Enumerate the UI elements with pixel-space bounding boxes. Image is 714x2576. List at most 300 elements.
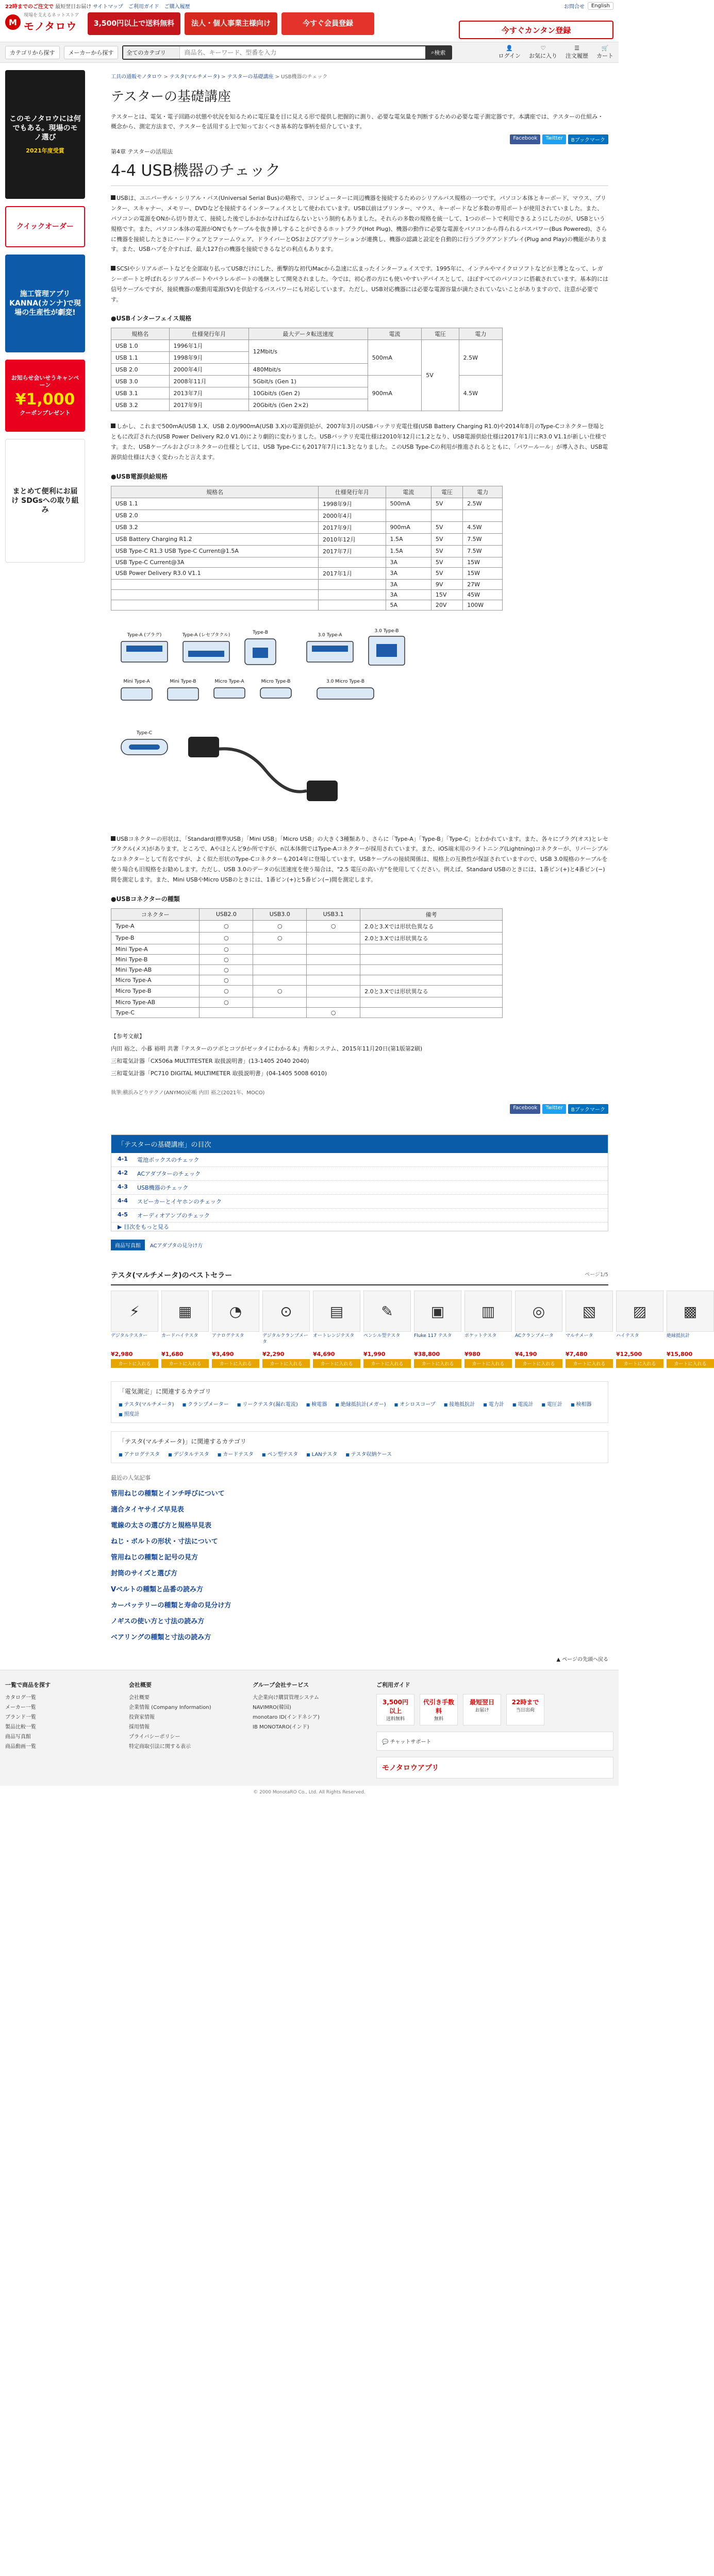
multimeter-icon: ▦ [161, 1291, 209, 1332]
category-link[interactable]: ■ 電流計 [512, 1400, 534, 1408]
table-row [111, 932, 503, 944]
product-card[interactable] [161, 1291, 209, 1368]
product-price: ¥7,480 [566, 1351, 588, 1358]
product-price: ¥980 [464, 1351, 480, 1358]
table-cell [360, 1007, 503, 1018]
product-card[interactable] [262, 1291, 310, 1368]
site-header [0, 0, 619, 42]
banner-business[interactable]: 法人・個人事業主様向け [185, 12, 277, 35]
table-cell: 7.5W [463, 533, 503, 545]
table-cell: 2017年9月 [319, 521, 386, 533]
category-menu-button[interactable]: カテゴリから探す [5, 46, 60, 59]
table-cell: 7.5W [463, 545, 503, 557]
table-cell: ○ [253, 985, 307, 997]
table-cell: 900mA [386, 521, 431, 533]
footer-link[interactable]: 製品比較一覧 [5, 1724, 36, 1731]
footer-link[interactable]: 会社概要 [129, 1695, 150, 1701]
top-links [93, 2, 190, 10]
sidebar-banner-quick-order[interactable]: クイックオーダー [5, 206, 85, 247]
footer-link[interactable]: 商品動画一覧 [5, 1744, 36, 1750]
table-cell: ○ [200, 997, 253, 1007]
breadcrumb-course[interactable]: テスターの基礎講座 [227, 74, 274, 80]
square-bullet-icon [111, 195, 115, 200]
table-cell [360, 964, 503, 975]
table-of-contents [111, 1134, 608, 1231]
footer-link[interactable]: プライバシーポリシー [129, 1734, 180, 1740]
connector-3-0-micro-b [317, 688, 374, 699]
table-cell: 2010年12月 [319, 533, 386, 545]
toc-item[interactable]: 4-5 オーディオアンプのチェック [111, 1209, 608, 1223]
table-cell: 2.5W [463, 498, 503, 510]
table-cell: 5V [431, 545, 462, 557]
category-link[interactable]: ■ テスタ収納ケース [345, 1450, 392, 1458]
footer-link[interactable]: monotaro ID(インドネシア) [253, 1715, 320, 1721]
share-buttons-bottom [111, 1104, 608, 1114]
cart-button[interactable]: 🛒 カート [596, 45, 613, 59]
table-cell: 500mA [386, 498, 431, 510]
table-cell [200, 1007, 253, 1018]
table-cell: 15W [463, 557, 503, 567]
product-card[interactable] [212, 1291, 259, 1368]
table-cell: Micro Type-A [111, 975, 200, 985]
table-cell: 5A [386, 600, 431, 610]
label-type-c: Type-C [136, 730, 153, 736]
multimeter-icon: ▩ [667, 1291, 714, 1332]
table-cell [253, 964, 307, 975]
multimeter-icon: ⊙ [262, 1291, 310, 1332]
table-cell [360, 975, 503, 985]
table-row [111, 975, 503, 985]
toc-item[interactable]: 4-2 ACアダプターのチェック [111, 1167, 608, 1181]
toc-more-link[interactable]: ▶ 目次をもっと見る [118, 1224, 169, 1231]
banner-free-shipping[interactable]: 3,500円以上で送料無料 [88, 12, 180, 35]
table-cell: USB Power Delivery R3.0 V1.1 [111, 567, 319, 579]
toc-item[interactable]: 4-1 電池ボックスのチェック [111, 1153, 608, 1167]
connector-mini-a [121, 688, 152, 700]
footer-col-group: グループ会社サービス 大企業向け購買管理システム NAVIMRO(韓国) monotaro ID(インドネシア) IB MONOTARO(インド) [253, 1681, 366, 1778]
twitter-share-button[interactable]: Twitter [542, 1104, 566, 1114]
table-cell: Micro Type-AB [111, 997, 200, 1007]
product-card[interactable] [616, 1291, 663, 1368]
add-to-cart-button[interactable]: カートに入れる [363, 1359, 411, 1368]
table-cell: ○ [200, 954, 253, 964]
breadcrumb-tester[interactable]: テスタ(マルチメータ) [169, 74, 220, 80]
popular-article-link[interactable]: 管用ねじの種類と記号の見方 [111, 1554, 198, 1562]
add-to-cart-button[interactable]: カートに入れる [566, 1359, 613, 1368]
product-name[interactable]: アナログテスタ [212, 1333, 244, 1339]
sidebar-banner-kanna[interactable]: 施工管理アプリ KANNA(カンナ)で現場の生産性が劇変! [5, 255, 85, 352]
category-link[interactable]: ■ 接地抵抗計 [444, 1400, 475, 1408]
table-row [111, 997, 503, 1007]
reference-item: 三和電気計器「CX506a MULTITESTER 取扱説明書」(13-1405 2040 2040) [111, 1057, 309, 1064]
table-row [111, 498, 503, 510]
table-cell: 3A [386, 567, 431, 579]
breadcrumb: 工具の通販モノタロウ > テスタ(マルチメータ) > テスターの基礎講座 > USB機器のチェック [111, 74, 328, 80]
table-cell [463, 510, 503, 521]
table-cell [319, 557, 386, 567]
site-logo[interactable] [5, 11, 79, 33]
table-cell: 3A [386, 579, 431, 589]
product-card[interactable] [313, 1291, 360, 1368]
table-row [111, 589, 503, 600]
footer-link[interactable]: 採用情報 [129, 1724, 150, 1731]
connector-pins [376, 644, 397, 657]
search-icon: ⌕ [431, 48, 435, 56]
product-card[interactable] [363, 1291, 411, 1368]
category-link[interactable]: ■ 電力計 [483, 1400, 504, 1408]
add-to-cart-button[interactable]: カートに入れる [212, 1359, 259, 1368]
product-name[interactable]: ポケットテスタ [464, 1333, 497, 1339]
table-row: USB 2.0 2000年4月 480Mbit/s [111, 364, 503, 376]
page-title: テスターの基礎講座 [111, 89, 231, 105]
usb-cable [214, 749, 307, 791]
label-type-b: Type-B [253, 630, 268, 635]
chat-support[interactable]: 💬 チャットサポート [376, 1732, 613, 1751]
table-cell [307, 932, 360, 944]
contact-link[interactable]: お問合せ [563, 4, 585, 10]
table-row: USB 3.0 2008年11月 5Gbit/s (Gen 1) 900mA 4.5W [111, 376, 503, 387]
article-tags [111, 1240, 608, 1250]
toplink-history[interactable]: ご購入履歴 [164, 4, 190, 10]
table-cell: 5V [431, 521, 462, 533]
table-cell [253, 975, 307, 985]
category-link[interactable]: ■ カードテスタ [218, 1450, 254, 1458]
table-cell: ○ [200, 932, 253, 944]
category-link[interactable]: ■ テスタ(マルチメータ) [119, 1400, 174, 1408]
table-cell: 1.5A [386, 545, 431, 557]
table-cell [319, 589, 386, 600]
footer-link[interactable]: NAVIMRO(韓国) [253, 1705, 291, 1711]
table-cell [307, 997, 360, 1007]
category-link[interactable]: ■ 検電器 [306, 1400, 327, 1408]
related-categories-tester: 「テスタ(マルチメータ)」に関連するカテゴリ ■ アナログテスタ ■ デジタルテスタ ■ カードテスタ ■ ペン型テスタ ■ LANテスタ ■ テスタ収納ケース [111, 1431, 608, 1463]
guide-badge [376, 1694, 414, 1725]
cable-connector-head [307, 781, 338, 801]
facebook-share-button[interactable]: Facebook [510, 1104, 540, 1114]
table-cell: USB Type-C Current@3A [111, 557, 319, 567]
category-link[interactable]: ■ ペン型テスタ [262, 1450, 298, 1458]
popular-article-link[interactable]: ベアリングの種類と寸法の読み方 [111, 1634, 211, 1642]
guide-badge-value: 最短翌日 [469, 1699, 494, 1706]
multimeter-icon: ▨ [616, 1291, 663, 1332]
add-to-cart-button[interactable]: カートに入れる [111, 1359, 158, 1368]
square-bullet-icon [111, 266, 115, 270]
product-price: ¥2,290 [262, 1351, 285, 1358]
toplink-sitemap[interactable]: サイトマップ [93, 4, 123, 10]
logo-mark-icon: M [5, 14, 21, 30]
table-cell [253, 1007, 307, 1018]
toplink-guide[interactable]: ご利用ガイド [128, 4, 159, 10]
table-cell: 45W [463, 589, 503, 600]
product-price: ¥4,690 [313, 1351, 335, 1358]
product-card[interactable] [667, 1291, 714, 1368]
product-price: ¥1,990 [363, 1351, 386, 1358]
category-link[interactable]: ■ 検相器 [571, 1400, 592, 1408]
table-cell: 3A [386, 557, 431, 567]
table-cell: Type-A [111, 920, 200, 932]
table-row [111, 567, 503, 579]
table-row [111, 545, 503, 557]
add-to-cart-button[interactable]: カートに入れる [667, 1359, 714, 1368]
table-cell [253, 954, 307, 964]
popular-article-link[interactable]: 適合タイヤサイズ早見表 [111, 1506, 184, 1514]
label-3-0-b: 3.0 Type-B [374, 628, 399, 634]
favorite-button[interactable]: ♡ お気に入り [529, 45, 557, 59]
product-card[interactable] [566, 1291, 613, 1368]
product-name[interactable]: オートレンジテスタ [313, 1333, 355, 1339]
table-row [111, 985, 503, 997]
category-link[interactable]: ■ クランプメーター [182, 1400, 229, 1408]
facebook-share-button[interactable]: Facebook [510, 134, 540, 144]
maker-menu-button[interactable]: メーカーから探す [64, 46, 119, 59]
paragraph-usb-intro: USBは、ユニバーサル・シリアル・バス(Universal Serial Bus)の略称で、コンピューターに周辺機器を接続するためのシリアルバス規格の一つです。パソコン本体とキーボード、マウス、プリンター、スキャナー、メモリー、DVDなどを接続するインターフェイスとして使われています。USB以前はプリンター、マウス、キーボードなど多数の専用ポートが使用されていました。また、パソコンの電源をONから切り替えて、接続した後でしかおかなければならないという制約もありました。それらの多数の規格を統一して、1つのポートで利用できるようにしたのが、USBという規格です。また、パソコン本体の電源がONでもケーブルを抜き挿しすることができるホットプラグ(Hot Plug)、機器の動作に必要な電源をパソコンから得られるバスパワー(Bus Powered)、さらに機器を接続したときにハードウェアとファームウェア、ドライバーとOSおよびアプリケーションが連携し、機器の認識と設定を自動的に行うプラグアンドプレイ(Plug and Play)の機能があります。また、USBハブを介すれば、最大127台の機器を接続できるなどの利点もあります。 [111, 195, 607, 253]
category-link[interactable]: ■ アナログテスタ [119, 1450, 160, 1458]
sidebar-banner-award[interactable]: このモノタロウには何でもある。現場のモノ選び 2021年度受賞 [5, 70, 85, 199]
connector-micro-b [260, 688, 291, 698]
add-to-cart-button[interactable]: カートに入れる [161, 1359, 209, 1368]
breadcrumb-home[interactable]: 工具の通販モノタロウ [111, 74, 162, 80]
table-cell: Mini Type-A [111, 944, 200, 954]
label-mini-b: Mini Type-B [170, 679, 196, 684]
product-card[interactable] [515, 1291, 562, 1368]
guide-badge-value: 3,500円以上 [383, 1699, 408, 1715]
tag-ac-adapter[interactable]: ACアダプタの見分け方 [150, 1243, 203, 1249]
table-row [111, 944, 503, 954]
promo-line: 22時までのご注文で 最短翌日お届け [5, 4, 92, 10]
nav-bar [0, 42, 619, 63]
connector-pins [253, 648, 268, 658]
square-bullet-icon [111, 423, 115, 428]
product-price: ¥15,800 [667, 1351, 693, 1358]
table-cell [307, 985, 360, 997]
login-button[interactable]: 👤 ログイン [498, 45, 521, 59]
table-cell: 2.0と3.Xでは形状異なる [360, 932, 503, 944]
table-row [111, 557, 503, 567]
table-row [111, 954, 503, 964]
share-buttons [111, 134, 608, 144]
multimeter-icon: ▣ [414, 1291, 461, 1332]
references: 【参考文献】 内田 裕之、小暮 裕明 共著『テスターのツボとコツがゼッタイにわかる本』秀和システム、2015年11月20日(第1版第2刷) 三和電気計器「CX506a MULTITESTER 取扱説明書」(13-1405 2040 2040) 三和電気計器「PC710 DIGITAL MULTIMETER 取扱説明書」(04-1405 5008 6010) [111, 1030, 608, 1080]
header-right [459, 2, 613, 10]
connector-mini-b [168, 688, 198, 700]
footer-col-search: 一覧で商品を探す カタログ一覧 メーカー一覧 ブランド一覧 製品比較一覧 商品写真館 商品動画一覧 [5, 1681, 119, 1778]
product-price: ¥38,800 [414, 1351, 440, 1358]
add-to-cart-button[interactable]: カートに入れる [464, 1359, 512, 1368]
product-card[interactable] [414, 1291, 461, 1368]
multimeter-icon: ▤ [313, 1291, 360, 1332]
category-link[interactable]: ■ 照度計 [119, 1410, 140, 1417]
multimeter-icon: ◔ [212, 1291, 259, 1332]
popular-article-link[interactable]: 管用ねじの種類とインチ呼びについて [111, 1490, 225, 1498]
banner-register[interactable]: 今すぐ会員登録 [281, 12, 374, 35]
footer-link[interactable]: カタログ一覧 [5, 1695, 36, 1701]
product-name[interactable]: Fluke 117 テスタ [414, 1333, 452, 1339]
product-name[interactable]: カードハイテスタ [161, 1333, 198, 1339]
order-history-button[interactable]: ☰ 注文履歴 [566, 45, 588, 59]
app-banner[interactable]: モノタロウアプリ [376, 1757, 613, 1778]
toc-item[interactable]: 4-3 USB機器のチェック [111, 1181, 608, 1195]
category-link[interactable]: ■ 絶縁抵抗計(メガー) [335, 1400, 386, 1408]
cable-connector-head [188, 737, 219, 757]
table-cell [307, 944, 360, 954]
toc-title: 「テスターの基礎講座」の目次 [111, 1135, 608, 1153]
search-button[interactable]: ⌕ 検索 [425, 46, 451, 59]
footer-link[interactable]: 大企業向け購買管理システム [253, 1695, 319, 1701]
label-micro-a: Micro Type-A [214, 679, 244, 684]
twitter-share-button[interactable]: Twitter [542, 134, 566, 144]
popular-article-link[interactable]: カーバッテリーの種類と寿命の見分け方 [111, 1602, 231, 1610]
table-cell [307, 954, 360, 964]
tag-photo-gallery[interactable]: 商品写真館 [111, 1240, 145, 1250]
table-cell: 9V [431, 579, 462, 589]
table-cell: ○ [200, 944, 253, 954]
bookmark-share-button[interactable]: Bブックマーク [568, 134, 608, 144]
add-to-cart-button[interactable]: カートに入れる [262, 1359, 310, 1368]
paragraph-connectors: USBコネクターの形状は、「Standard(標準)USB」「Mini USB」「Micro USB」の大きく3種類あり、さらに「Type-A」「Type-B」「Type-C」とわかれています。また、各々にプラグ(オス)とレセプタクル(メス)があります。ところで、Aやほとんど9か所ですが、n以本体側ではType-Aコネクターが採用されています。また、iOS端末用のライトニング(Lightning)コネクターが、リバーシブルなコネクターとして有名ですが、よく似た形状のType-Cコネクターも2014年に登場しています。USBケーブルの接続関係は、規格上の互換性が保証されていますので、USB 3.0規格のケーブルを使う場合も旧規格をお勧めします。ただし、USB 3.0のデータの伝送速度を使う場合は、"2.5 電圧の高い方"を使用してください。例えば、Standard USBのときには、1番ピン(+)と4番ピン(−)間を測定します。また、Mini USBやMicro USBのときには、1番ピン(+)と5番ピン(−)間を測定します。 [111, 835, 608, 883]
guide-badge-label: お届け [475, 1708, 489, 1714]
reference-item: 三和電気計器「PC710 DIGITAL MULTIMETER 取扱説明書」(04-1405 5008 6010) [111, 1070, 327, 1077]
add-to-cart-button[interactable]: カートに入れる [313, 1359, 360, 1368]
search-input[interactable] [180, 46, 425, 59]
label-3-0-micro-b: 3.0 Micro Type-B [326, 679, 365, 684]
page-top-link[interactable]: ▲ ページの先頭へ戻る [556, 1657, 608, 1663]
footer-link[interactable]: 商品写真館 [5, 1734, 31, 1740]
product-price: ¥12,500 [616, 1351, 642, 1358]
table3-title: ●USBコネクターの種類 [111, 895, 180, 903]
table-row: USB 3.1 2013年7月 10Gbit/s (Gen 2) [111, 387, 503, 399]
popular-article-link[interactable]: ノギスの使い方と寸法の読み方 [111, 1618, 205, 1626]
product-name[interactable]: 絶縁抵抗計 [667, 1333, 690, 1339]
label-micro-b: Micro Type-B [261, 679, 291, 684]
usb-connector-figure [111, 621, 441, 827]
guide-badge-value: 22時まで [511, 1699, 539, 1706]
table-cell: 2000年4月 [319, 510, 386, 521]
guide-badge [463, 1694, 501, 1725]
category-link[interactable]: ■ リークテスタ(漏れ電流) [237, 1400, 298, 1408]
sidebar-banner-sdgs[interactable]: まとめて便利にお届け SDGsへの取り組み [5, 439, 85, 563]
product-name[interactable]: ペンシル型テスタ [363, 1333, 401, 1339]
product-card[interactable] [111, 1291, 158, 1368]
table1-title: ●USBインターフェイス規格 [111, 315, 192, 323]
register-banner[interactable]: 今すぐカンタン登録 [459, 21, 613, 39]
sidebar-banner-coupon[interactable]: お知らせ会いせうキャンペーン ¥1,000 クーポンプレゼント [5, 360, 85, 432]
multimeter-icon: ✎ [363, 1291, 411, 1332]
guide-badge-label: 無料 [434, 1717, 443, 1722]
product-price: ¥4,190 [515, 1351, 537, 1358]
table-row: USB 1.0 1996年1月 12Mbit/s 500mA 5V 2.5W [111, 340, 503, 352]
product-card[interactable] [464, 1291, 512, 1368]
paragraph-usb-history: SCSIやシリアルポートなどを全部取り払ってUSBだけにした、衝撃的な初代iMacから急速に広まったインターフェイスです。1995年に、インテルやマイクロソフトなどが主導となって、レガシーポートと呼ばれるシリアルポートやパラレルポートの後継として開発されました。今では、初心者の方にも使いやすいデバイスとして、ほぼすべてのパソコンに搭載されています。基本的には信号ケーブルですが、接続機器の駆動用電源(5V)を供給するバスパワーにも対応しています。ただし、USB対応機器には必要な電源容量が満たされていないことがありますので、注意が必要です。 [111, 265, 608, 303]
table-cell: 2.0と3.Xでは形状色異なる [360, 920, 503, 932]
popular-article-link[interactable]: 封筒のサイズと選び方 [111, 1570, 177, 1578]
category-link[interactable]: ■ LANテスタ [306, 1450, 337, 1458]
category-link[interactable]: ■ 電圧計 [541, 1400, 562, 1408]
table-cell: Micro Type-B [111, 985, 200, 997]
table-cell: ○ [253, 932, 307, 944]
table-cell [253, 997, 307, 1007]
product-name[interactable]: ACクランプメータ [515, 1333, 554, 1339]
table-cell [307, 975, 360, 985]
table-cell [360, 944, 503, 954]
product-name[interactable]: ハイテスタ [616, 1333, 639, 1339]
breadcrumb-current: USB機器のチェック [281, 74, 328, 80]
add-to-cart-button[interactable]: カートに入れる [616, 1359, 663, 1368]
label-3-0-a: 3.0 Type-A [318, 632, 342, 638]
table-cell: 27W [463, 579, 503, 589]
table-cell: 3A [386, 589, 431, 600]
add-to-cart-button[interactable]: カートに入れる [515, 1359, 562, 1368]
table-cell: ○ [200, 975, 253, 985]
table-cell: 15W [463, 567, 503, 579]
table-cell: 2017年1月 [319, 567, 386, 579]
product-name[interactable]: マルチメータ [566, 1333, 593, 1339]
table-cell: 5V [431, 557, 462, 567]
table-row: USB 3.2 2017年9月 20Gbit/s (Gen 2×2) [111, 399, 503, 411]
table-cell: 15V [431, 589, 462, 600]
footer-link[interactable]: IB MONOTARO(インド) [253, 1724, 309, 1731]
table-cell: USB Battery Charging R1.2 [111, 533, 319, 545]
usb-power-table: 規格名 仕様発行年月 電流 電圧 電力 USB 1.1 1998年9月 500mA 5V 2.5W USB 2.0 2000年4月 USB 3.2 2017年9月 900mA 5V 4.5W USB Battery Charging R1.2 2010年12月 1.5A 5V 7.5W USB Type-C R1.3 USB Type-C Current@1.5A 2017年7月 1.5A 5V 7.5W USB Type-C Current@3A 3A 5V 15W USB Power Delivery R3.0 V1.1 2017年1月 3A 5V 15W 3A 9V 27W 3A 15V 45W 5A 20V 100W [111, 486, 503, 611]
table-cell: 20V [431, 600, 462, 610]
footer-link[interactable]: ブランド一覧 [5, 1715, 36, 1721]
popular-article-link[interactable]: Vベルトの種類と品番の読み方 [111, 1586, 204, 1594]
footer-link[interactable]: 特定商取引法に関する表示 [129, 1744, 191, 1750]
add-to-cart-button[interactable]: カートに入れる [414, 1359, 461, 1368]
language-select[interactable]: English [588, 2, 613, 10]
table-cell: Mini Type-B [111, 954, 200, 964]
usb-connector-table: コネクター USB2.0 USB3.0 USB3.1 備考 Type-A ○ ○ ○ 2.0と3.Xでは形状色異なる Type-B ○ ○ 2.0と3.Xでは形状異なる Mini Type-A ○ Mini Type-B ○ Mini Type-AB ○ Micro Type-A ○ Micro Type-B ○ ○ 2.0と3.Xでは形状異なる Micro Type-AB ○ Type-C ○ [111, 908, 503, 1018]
product-price: ¥3,490 [212, 1351, 234, 1358]
search-category-select[interactable]: 全てのカテゴリ [123, 46, 180, 59]
logo-text: モノタロウ [24, 20, 77, 32]
connector-pins [188, 651, 224, 657]
footer-link[interactable]: メーカー一覧 [5, 1705, 36, 1711]
table-row [111, 920, 503, 932]
category-link[interactable]: ■ デジタルテスタ [168, 1450, 209, 1458]
connector-pins [126, 646, 162, 652]
category-link[interactable]: ■ オシロスコープ [394, 1400, 436, 1408]
header-banners [88, 12, 374, 35]
table-cell: USB 3.2 [111, 521, 319, 533]
table-cell: ○ [253, 920, 307, 932]
bookmark-share-button[interactable]: Bブックマーク [568, 1104, 608, 1114]
table-cell [386, 510, 431, 521]
product-price: ¥2,980 [111, 1351, 133, 1358]
toc-item[interactable]: 4-4 スピーカーとイヤホンのチェック [111, 1195, 608, 1209]
table-cell: USB 2.0 [111, 510, 319, 521]
author-credit: 執筆:横浜みどりテクノ(ANYMO)応帳 内田 裕之(2021年、MOCO) [111, 1090, 265, 1096]
table-cell: 5V [431, 533, 462, 545]
table-row [111, 600, 503, 610]
footer-col-company: 会社概要 会社概要 企業情報 (Company Information) 投資家情報 採用情報 プライバシーポリシー 特定商取引法に関する表示 [129, 1681, 242, 1778]
product-name[interactable]: デジタルテスター [111, 1333, 148, 1339]
copyright: © 2000 MonotaRO Co., Ltd. All Rights Reserved. [253, 1790, 366, 1795]
product-name[interactable]: デジタルクランプメータ [262, 1333, 308, 1345]
table-cell [111, 579, 319, 589]
popular-article-link[interactable]: 電線の太さの選び方と規格早見表 [111, 1522, 212, 1530]
footer-link[interactable]: 企業情報 (Company Information) [129, 1705, 211, 1711]
table-cell: ○ [200, 985, 253, 997]
main-content [90, 63, 707, 1670]
table-cell: ○ [307, 1007, 360, 1018]
popular-article-link[interactable]: ねじ・ボルトの形状・寸法について [111, 1538, 218, 1546]
table-row [111, 510, 503, 521]
table-cell: 1.5A [386, 533, 431, 545]
table-cell: 2017年7月 [319, 545, 386, 557]
cart-icon: 🛒 [601, 45, 609, 52]
footer-link[interactable]: 投資家情報 [129, 1715, 155, 1721]
table-row [111, 964, 503, 975]
